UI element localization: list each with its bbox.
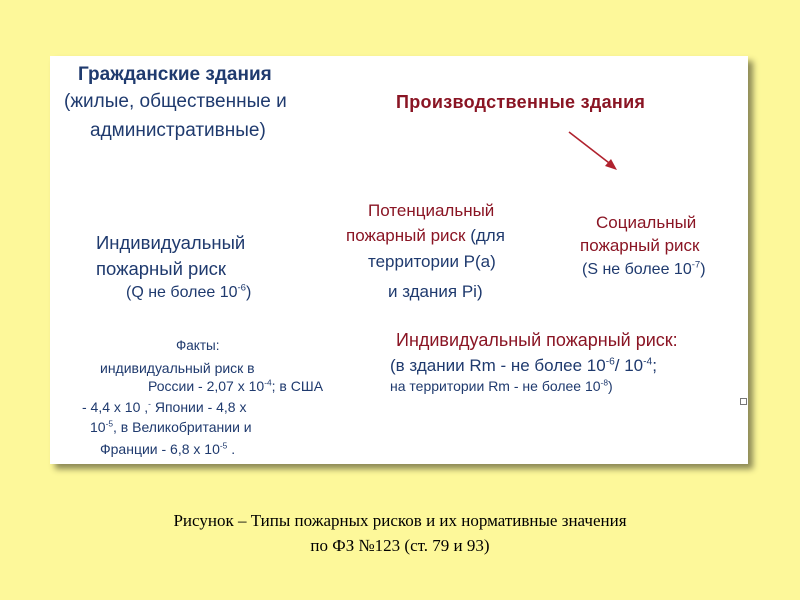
civil-individual-risk-line2: пожарный риск: [96, 258, 227, 279]
slide-card: [50, 56, 748, 464]
civil-subtitle-line1: (жилые, общественные и: [64, 91, 287, 112]
production-buildings-title: Производственные здания: [396, 92, 646, 112]
potential-risk-line2: пожарный риск (для: [346, 226, 505, 245]
facts-line4: $10^{-5}$, в Великобритании и: [90, 418, 252, 435]
figure-caption-line1: Рисунок – Типы пожарных рисков и их нормативные значения: [173, 511, 627, 530]
potential-risk-line4: и здания Рi): [388, 282, 483, 301]
civil-buildings-title: Гражданские здания: [78, 64, 272, 85]
social-risk-norm: (S не более $10^{-7}$): [582, 259, 706, 278]
production-individual-risk-territory: на территории Rm - не более $10^{-8}$): [390, 377, 613, 394]
social-risk-line2: пожарный риск: [580, 236, 700, 255]
production-individual-risk-title: Индивидуальный пожарный риск:: [396, 330, 678, 350]
facts-line2: России - 2,07 x $10^{-4}$; в США: [148, 377, 324, 394]
small-square-marker: [740, 398, 747, 405]
potential-risk-line3: территории Р(а): [368, 252, 496, 271]
facts-line3: - 4,4 x 10 ,- Японии - 4,8 x: [82, 398, 247, 415]
facts-title: Факты:: [176, 338, 220, 353]
civil-subtitle-line2: административные): [90, 120, 266, 141]
arrow-down-right-icon: [565, 128, 625, 176]
civil-individual-risk-line1: Индивидуальный: [96, 232, 246, 253]
social-risk-line1: Социальный: [596, 213, 697, 232]
facts-line5: Франции - 6,8 x $10^{-5}$ .: [100, 440, 236, 457]
civil-individual-risk-norm: (Q не более $10^{-6}$): [126, 282, 252, 301]
production-individual-risk-building: (в здании Rm - не более $10^{-6}/$ $10^{-4}$;: [390, 356, 657, 375]
potential-risk-line1: Потенциальный: [368, 201, 495, 220]
facts-line1: индивидуальный риск в: [100, 360, 255, 376]
figure-caption-line2: по ФЗ №123 (ст. 79 и 93): [310, 536, 490, 555]
